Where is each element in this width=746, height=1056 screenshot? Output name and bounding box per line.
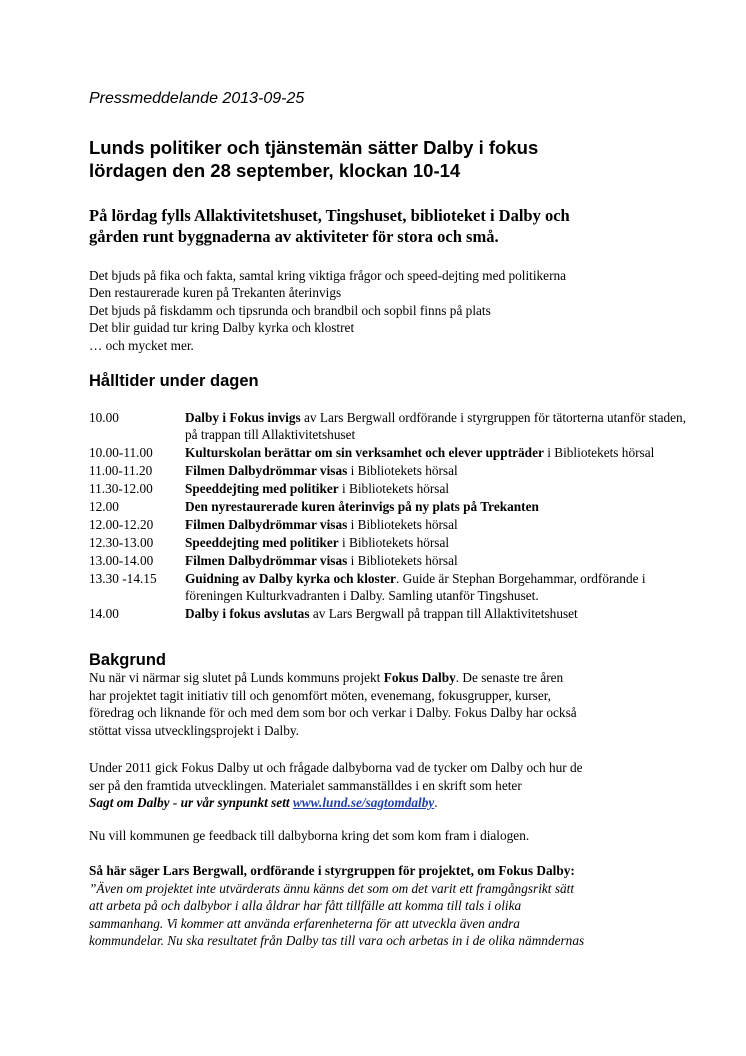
schedule-desc <box>185 571 689 604</box>
schedule-event: Kulturskolan berättar om sin verksamhet och elever uppträder <box>185 444 544 460</box>
schedule-row <box>89 445 689 462</box>
schedule-row <box>89 535 689 552</box>
quote-section <box>89 862 689 950</box>
schedule-desc <box>185 553 689 570</box>
schedule-event: Speeddejting med politiker <box>185 535 339 551</box>
schedule-row <box>89 463 689 480</box>
text-span: . <box>434 795 438 811</box>
publication-link[interactable]: www.lund.se/sagtomdalby <box>292 795 435 811</box>
quote-heading: Så här säger Lars Bergwall, ordförande i styrgruppen för projektet, om Fokus Dalby: <box>89 863 575 878</box>
paragraph-line: Under 2011 gick Fokus Dalby ut och frågade dalbyborna vad de tycker om Dalby och hur de <box>89 760 583 775</box>
paragraph-line <box>89 669 689 687</box>
schedule-detail: i Bibliotekets hörsal <box>338 480 450 496</box>
press-release-label: Pressmeddelande 2013-09-25 <box>89 90 305 107</box>
schedule-detail: i Bibliotekets hörsal <box>543 444 655 460</box>
publication-title: Sagt om Dalby - ur vår synpunkt sett <box>89 795 290 811</box>
text-span: . De senaste tre åren <box>455 670 564 685</box>
headline <box>89 136 689 182</box>
headline-line-2: lördagen den 28 september, klockan 10-14 <box>89 160 461 181</box>
paragraph-line <box>89 794 689 812</box>
intro-line: Det bjuds på fiskdamm och tipsrunda och brandbil och sopbil finns på plats <box>89 302 491 318</box>
background-paragraph-1 <box>89 669 689 739</box>
schedule-detail: i Bibliotekets hörsal <box>347 517 458 533</box>
schedule-desc <box>185 606 689 623</box>
schedule-desc <box>185 410 689 443</box>
schedule-detail: i Bibliotekets hörsal <box>347 553 458 569</box>
schedule-event: Filmen Dalbydrömmar visas <box>185 462 348 478</box>
schedule-row <box>89 410 689 443</box>
schedule-desc <box>185 499 689 516</box>
schedule-row <box>89 553 689 570</box>
schedule-event: Filmen Dalbydrömmar visas <box>185 517 348 533</box>
schedule-time: 13.00-14.00 <box>89 553 154 569</box>
schedule-time: 14.00 <box>89 606 119 622</box>
schedule-time: 13.30 -14.15 <box>89 571 157 587</box>
schedule-row <box>89 571 689 604</box>
paragraph-line: ser på den framtida utvecklingen. Materialet sammanställdes i en skrift som heter <box>89 777 522 793</box>
subheading <box>89 205 689 247</box>
schedule-desc <box>185 535 689 552</box>
schedule-event: Dalby i Fokus invigs <box>185 410 301 425</box>
schedule-event: Den nyrestaurerade kuren återinvigs på ny plats på Trekanten <box>185 498 539 514</box>
quote-line: kommundelar. Nu ska resultatet från Dalby tas till vara och arbetas in i de olika nämndernas <box>89 933 585 949</box>
intro-line: Det blir guidad tur kring Dalby kyrka och klostret <box>89 320 355 336</box>
quote-line: sammanhang. Vi kommer att använda erfarenheterna för att utveckla även andra <box>89 915 520 931</box>
schedule-desc <box>185 463 689 480</box>
schedule-desc <box>185 481 689 498</box>
intro-line: … och mycket mer. <box>89 337 194 353</box>
paragraph-line: har projektet tagit initiativ till och genomfört möten, evenemang, fokusgrupper, kurser, <box>89 687 551 703</box>
schedule-time: 10.00-11.00 <box>89 444 153 460</box>
schedule-event: Guidning av Dalby kyrka och kloster <box>185 571 396 587</box>
schedule-detail: i Bibliotekets hörsal <box>338 535 450 551</box>
schedule-row <box>89 481 689 498</box>
schedule-time: 11.30-12.00 <box>89 480 153 496</box>
schedule-row <box>89 517 689 534</box>
intro-line: Den restaurerade kuren på Trekanten återinvigs <box>89 285 342 301</box>
intro-list <box>89 267 709 354</box>
schedule-detail: . Guide är Stephan Borgehammar, ordförande i föreningen Kulturkvadranten i Dalby. Samling utanför Tingshuset. <box>185 571 646 603</box>
project-name: Fokus Dalby <box>383 670 456 685</box>
schedule-event: Filmen Dalbydrömmar visas <box>185 553 348 569</box>
schedule-row <box>89 499 689 516</box>
schedule-detail: av Lars Bergwall på trappan till Allaktivitetshuset <box>309 606 578 622</box>
background-paragraph-3: Nu vill kommunen ge feedback till dalbyborna kring det som kom fram i dialogen. <box>89 828 530 843</box>
schedule-time: 11.00-11.20 <box>89 462 153 478</box>
schedule-row <box>89 606 689 623</box>
background-heading: Bakgrund <box>89 651 167 669</box>
background-paragraph-2 <box>89 759 689 812</box>
schedule-detail: i Bibliotekets hörsal <box>347 462 458 478</box>
paragraph-line: stöttat vissa utvecklingsprojekt i Dalby. <box>89 722 300 738</box>
schedule-time: 10.00 <box>89 410 119 425</box>
quote-line: ”Även om projektet inte utvärderats ännu känns det som om det varit ett framgångsrikt sätt <box>89 880 575 896</box>
schedule-event: Dalby i fokus avslutas <box>185 606 310 622</box>
headline-line-1: Lunds politiker och tjänstemän sätter Dalby i fokus <box>89 137 539 158</box>
schedule-time: 12.00-12.20 <box>89 517 154 533</box>
paragraph-line: föredrag och liknande för och med dem som bor och verkar i Dalby. Fokus Dalby har också <box>89 705 577 721</box>
schedule-desc <box>185 517 689 534</box>
subheading-line-2: gården runt byggnaderna av aktiviteter för stora och små. <box>89 227 499 246</box>
schedule-heading: Hålltider under dagen <box>89 372 259 390</box>
schedule-time: 12.00 <box>89 498 119 514</box>
schedule-time: 12.30-13.00 <box>89 535 154 551</box>
subheading-line-1: På lördag fylls Allaktivitetshuset, Tingshuset, biblioteket i Dalby och <box>89 206 570 225</box>
quote-line: att arbeta på och dalbybor i alla åldrar har fått tillfälle att komma till tals i olika <box>89 898 522 914</box>
text-span: Nu när vi närmar sig slutet på Lunds kommuns projekt <box>89 670 384 685</box>
intro-line: Det bjuds på fika och fakta, samtal kring viktiga frågor och speed-dejting med politikerna <box>89 268 567 283</box>
schedule-table <box>89 410 689 624</box>
schedule-event: Speeddejting med politiker <box>185 480 339 496</box>
schedule-detail: av Lars Bergwall ordförande i styrgruppen för tätorterna utanför staden, på trappan till Allaktivitetshuset <box>185 410 687 442</box>
schedule-desc <box>185 445 689 462</box>
